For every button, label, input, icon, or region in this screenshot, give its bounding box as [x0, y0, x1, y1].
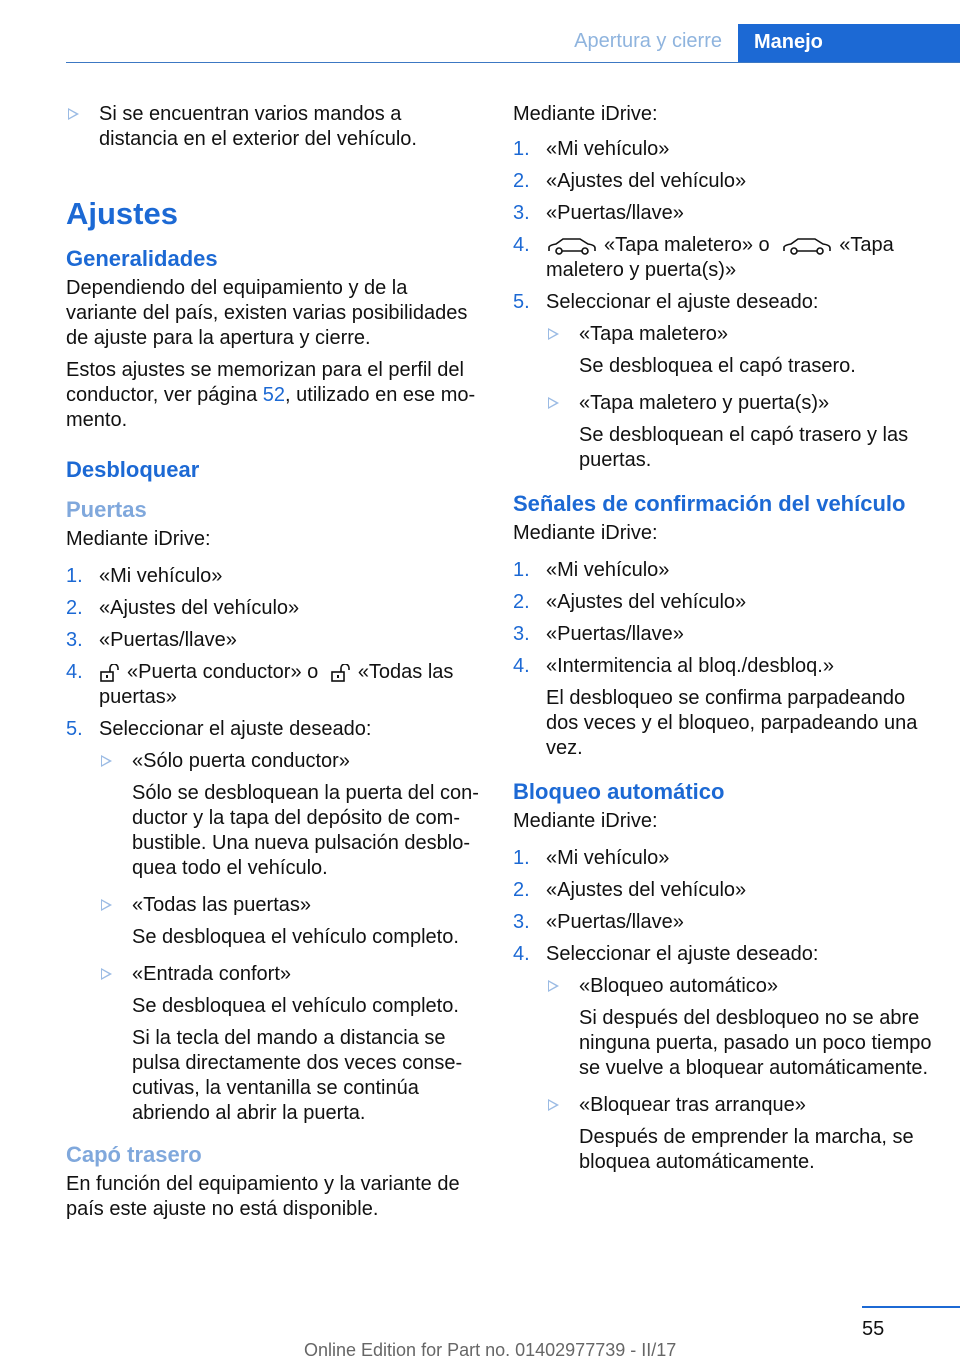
generalidades-heading: Generalidades [66, 246, 218, 271]
right-column [513, 102, 933, 1182]
step-text: «Ajustes del vehículo» [546, 879, 747, 901]
desbloquear-heading: Desbloquear [66, 457, 200, 482]
triangle-bullet-icon [101, 899, 112, 911]
list-item [513, 169, 933, 194]
capo-trasero-text: En función del equipamiento y la variante de país este ajuste no está disponible. [66, 1173, 460, 1220]
step-number: 5. [66, 718, 83, 740]
page-number: 55 [862, 1318, 885, 1340]
capo-intro: Mediante iDrive: [513, 103, 658, 125]
page-title: Ajustes [66, 196, 178, 231]
step-text: Seleccionar el ajuste deseado: [546, 943, 819, 965]
step-text: «Ajustes del vehículo» [546, 170, 747, 192]
option-label: «Tapa maletero» [579, 323, 728, 345]
option-description: Después de emprender la marcha, se bloquea automáticamente. [579, 1126, 914, 1173]
list-item [513, 622, 933, 647]
puertas-intro: Mediante iDrive: [66, 528, 211, 550]
list-item [513, 290, 933, 473]
edition-line: Online Edition for Part no. 01402977739 - II/17 [304, 1340, 677, 1360]
step-number: 4. [513, 943, 530, 965]
option-description: Se desbloquea el capó trasero. [579, 355, 856, 377]
list-item [513, 942, 933, 1175]
triangle-bullet-icon [548, 328, 559, 340]
step-text: «Puertas/llave» [546, 202, 684, 224]
step-text: Seleccionar el ajuste deseado: [546, 291, 819, 313]
step-number: 4. [513, 234, 530, 256]
option-description: Sólo se desbloquean la puerta del conductor y la tapa del depósito de combustible. Una nueva pulsación desbloquea todo el vehículo. [132, 782, 479, 879]
step-text: «Todas las puertas» [99, 661, 454, 708]
unlock-icon [99, 664, 121, 682]
car-trunk-icon [546, 236, 598, 256]
intro-bullet [66, 102, 484, 152]
step-number: 3. [513, 911, 530, 933]
bloqueo-heading: Bloqueo automático [513, 779, 725, 804]
step-text: «Tapa maletero» o [604, 234, 770, 256]
option-label: «Bloquear tras arranque» [579, 1094, 806, 1116]
step-number: 3. [66, 629, 83, 651]
triangle-bullet-icon [68, 108, 79, 120]
paragraph-text: Estos ajustes se memorizan para el perfil del conductor, ver página [66, 359, 464, 406]
step-text: «Puerta conductor» o [127, 661, 319, 683]
list-item [66, 596, 484, 621]
paragraph-text: , utilizado en ese momento. [66, 384, 476, 431]
senales-heading: Señales de confirmación del vehículo [513, 491, 906, 516]
step-text: «Mi vehículo» [546, 559, 670, 581]
senales-steps [513, 558, 933, 761]
list-item [66, 717, 484, 1126]
step-text: «Puertas/llave» [546, 911, 684, 933]
step-number: 3. [513, 623, 530, 645]
option-label: «Sólo puerta conductor» [132, 750, 350, 772]
header-chapter-tab: Manejo [738, 24, 960, 62]
generalidades-paragraph-2 [66, 358, 484, 433]
step-text: «Puertas/llave» [546, 623, 684, 645]
option-label: «Tapa maletero y puerta(s)» [579, 392, 830, 414]
capo-steps [513, 137, 933, 473]
step-text: «Mi vehículo» [99, 565, 223, 587]
option-description: Si después del desbloqueo no se abre ninguna puerta, pasado un poco tiempo se vuelve a bloquear automáticamente. [579, 1007, 932, 1079]
step-text: «Tapa maletero y puerta(s)» [546, 234, 894, 281]
list-item [513, 878, 933, 903]
bloqueo-intro: Mediante iDrive: [513, 810, 658, 832]
page-reference-link[interactable]: 52 [262, 384, 286, 406]
step-number: 5. [513, 291, 530, 313]
step-number: 4. [66, 661, 83, 683]
option-item [546, 322, 933, 379]
list-item [513, 590, 933, 615]
step-text: «Ajustes del vehículo» [99, 597, 300, 619]
step-description: El desbloqueo se confirma parpadeando dos veces y el bloqueo, parpadeando una vez. [546, 687, 918, 759]
list-item [513, 137, 933, 162]
option-description: Se desbloquean el capó trasero y las puertas. [579, 424, 909, 471]
bloqueo-steps [513, 846, 933, 1175]
step-text: «Ajustes del vehículo» [546, 591, 747, 613]
option-item [546, 1093, 933, 1175]
step-number: 2. [513, 170, 530, 192]
step-text: «Puertas/llave» [99, 629, 237, 651]
step-number: 1. [513, 847, 530, 869]
list-item [513, 233, 933, 283]
left-column [66, 102, 484, 1229]
capo-trasero-heading: Capó trasero [66, 1142, 202, 1167]
step-text: «Mi vehículo» [546, 138, 670, 160]
step-text: Seleccionar el ajuste deseado: [99, 718, 372, 740]
generalidades-paragraph-1: Dependiendo del equipamiento y de la variante del país, existen varias posibilidades de ajuste para la apertura y cierre. [66, 277, 468, 349]
option-description: Se desbloquea el vehículo completo. [132, 995, 459, 1017]
option-list [546, 974, 933, 1175]
step-text: «Mi vehículo» [546, 847, 670, 869]
list-item [66, 628, 484, 653]
intro-bullet-text: Si se encuentran varios mandos a distancia en el exterior del vehículo. [99, 103, 417, 150]
car-trunk-icon [781, 236, 833, 256]
step-number: 4. [513, 655, 530, 677]
footer-rule [862, 1306, 960, 1308]
triangle-bullet-icon [101, 755, 112, 767]
list-item [513, 846, 933, 871]
step-number: 2. [513, 591, 530, 613]
step-number: 1. [513, 138, 530, 160]
list-item [513, 201, 933, 226]
header-section-title: Apertura y cierre [574, 30, 722, 52]
option-list [99, 749, 484, 1126]
triangle-bullet-icon [548, 397, 559, 409]
triangle-bullet-icon [101, 968, 112, 980]
header-rule [66, 62, 960, 63]
triangle-bullet-icon [548, 1099, 559, 1111]
step-number: 3. [513, 202, 530, 224]
senales-intro: Mediante iDrive: [513, 522, 658, 544]
option-description: Si la tecla del mando a distancia se pulsa directamente dos veces consecutivas, la ventanilla se continúa abriendo al abrir la puerta. [132, 1027, 463, 1124]
option-label: «Todas las puertas» [132, 894, 312, 916]
list-item [513, 654, 933, 761]
option-item [99, 962, 484, 1126]
step-number: 1. [513, 559, 530, 581]
list-item [513, 910, 933, 935]
list-item [66, 660, 484, 710]
puertas-heading: Puertas [66, 497, 147, 522]
list-item [513, 558, 933, 583]
option-list [546, 322, 933, 473]
option-item [546, 974, 933, 1081]
step-text: «Intermitencia al bloq./desbloq.» [546, 655, 834, 677]
option-label: «Bloqueo automático» [579, 975, 779, 997]
option-item [546, 391, 933, 473]
step-number: 2. [66, 597, 83, 619]
step-number: 2. [513, 879, 530, 901]
step-number: 1. [66, 565, 83, 587]
triangle-bullet-icon [548, 980, 559, 992]
puertas-steps [66, 564, 484, 1126]
option-description: Se desbloquea el vehículo completo. [132, 926, 459, 948]
option-item [99, 749, 484, 881]
option-label: «Entrada confort» [132, 963, 291, 985]
option-item [99, 893, 484, 950]
list-item [66, 564, 484, 589]
unlock-icon [330, 664, 352, 682]
